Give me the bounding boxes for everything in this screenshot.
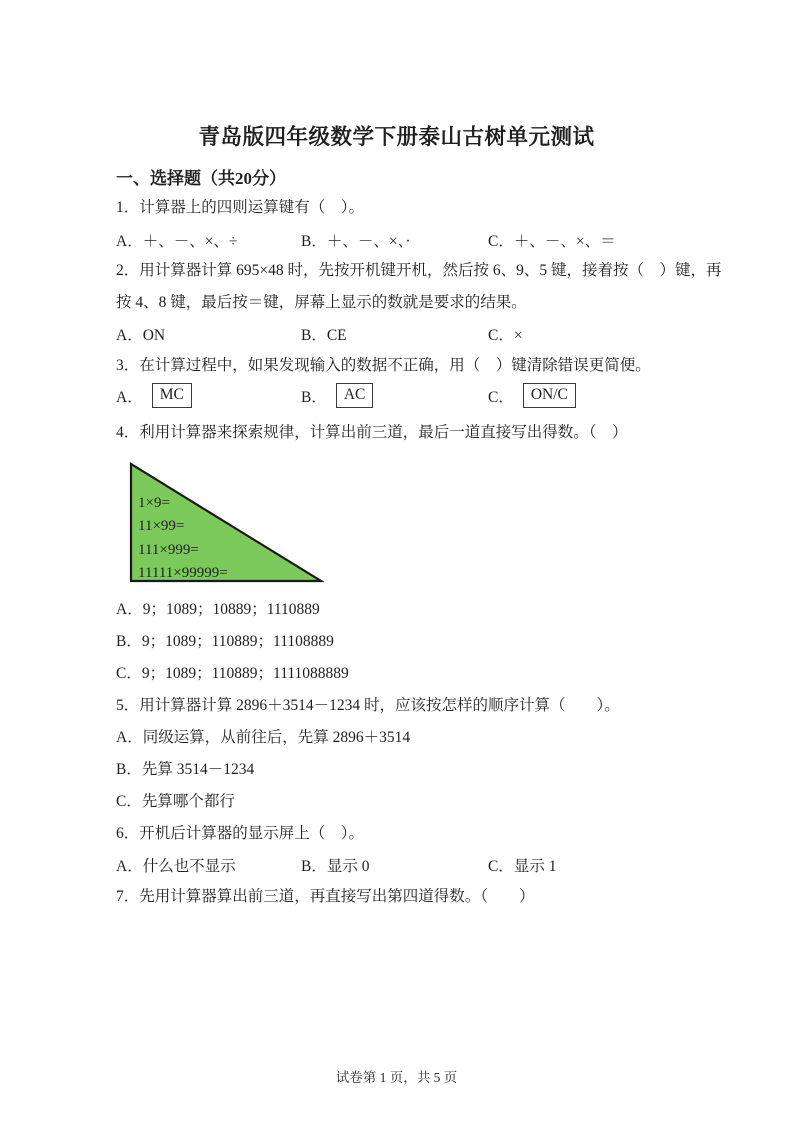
q4-option-b: B．9；1089；110889；11108889 (116, 633, 334, 650)
triangle-expression-2: 11×99= (138, 518, 185, 535)
q1-option-b: B．＋、－、×、· (301, 233, 411, 250)
question-2-text-line2: 按 4、8 键，最后按＝键，屏幕上显示的数就是要求的结果。 (116, 294, 527, 311)
triangle-expressions (138, 492, 228, 586)
q3-option-a-label: A． (116, 388, 143, 406)
triangle-expression-4: 11111×99999= (138, 565, 228, 582)
q6-option-a: A．什么也不显示 (116, 858, 236, 875)
q4-option-a: A．9；1089；10889；1110889 (116, 601, 320, 618)
q1-option-a: A．＋、－、×、÷ (116, 233, 238, 250)
calculator-key-onc: ON/C (523, 383, 576, 408)
q1-option-c: C．＋、－、×、＝ (488, 233, 616, 250)
question-3-options (0, 383, 793, 413)
question-5-text: 5．用计算器计算 2896＋3514－1234 时，应该按怎样的顺序计算（ ）。 (116, 697, 620, 714)
q3-option-b-label: B． (301, 388, 327, 406)
q3-option-a (116, 383, 192, 408)
q3-option-b (301, 383, 373, 408)
q6-option-b: B．显示 0 (301, 858, 370, 875)
question-6-text: 6．开机后计算器的显示屏上（ ）。 (116, 825, 365, 842)
question-3-text: 3．在计算过程中，如果发现输入的数据不正确，用（ ）键清除错误更简便。 (116, 357, 651, 374)
triangle-expression-3: 111×999= (138, 541, 199, 558)
q5-option-c: C．先算哪个都行 (116, 793, 235, 810)
q5-option-a: A．同级运算，从前往后，先算 2896＋3514 (116, 729, 411, 746)
question-1-options (0, 229, 793, 253)
question-4-text: 4．利用计算器来探索规律，计算出前三道，最后一道直接写出得数。（ ） (116, 424, 628, 441)
page-title: 青岛版四年级数学下册泰山古树单元测试 (198, 125, 595, 149)
q2-option-b: B．CE (301, 327, 347, 344)
question-2-options (0, 323, 793, 347)
section-heading: 一、选择题（共20分） (116, 169, 286, 188)
q3-option-c (488, 383, 576, 408)
question-6-options (0, 854, 793, 878)
q5-option-b: B．先算 3514－1234 (116, 761, 255, 778)
q3-option-c-label: C． (488, 388, 514, 406)
q2-option-a: A．ON (116, 327, 166, 344)
page-footer: 试卷第 1 页，共 5 页 (335, 1070, 458, 1085)
calculator-key-mc: MC (152, 383, 192, 408)
calculator-key-ac: AC (336, 383, 374, 408)
question-2-text-line1: 2．用计算器计算 695×48 时，先按开机键开机，然后按 6、9、5 键，接着按（ ）键，再 (116, 262, 722, 279)
q4-option-c: C．9；1089；110889；1111088889 (116, 665, 349, 682)
pattern-triangle-figure (128, 461, 324, 585)
question-1-text: 1．计算器上的四则运算键有（ ）。 (116, 199, 365, 216)
question-7-text: 7．先用计算器算出前三道，再直接写出第四道得数。（ ） (116, 888, 535, 905)
q2-option-c: C．× (488, 327, 523, 344)
triangle-expression-1: 1×9= (138, 495, 170, 511)
q6-option-c: C．显示 1 (488, 858, 557, 875)
